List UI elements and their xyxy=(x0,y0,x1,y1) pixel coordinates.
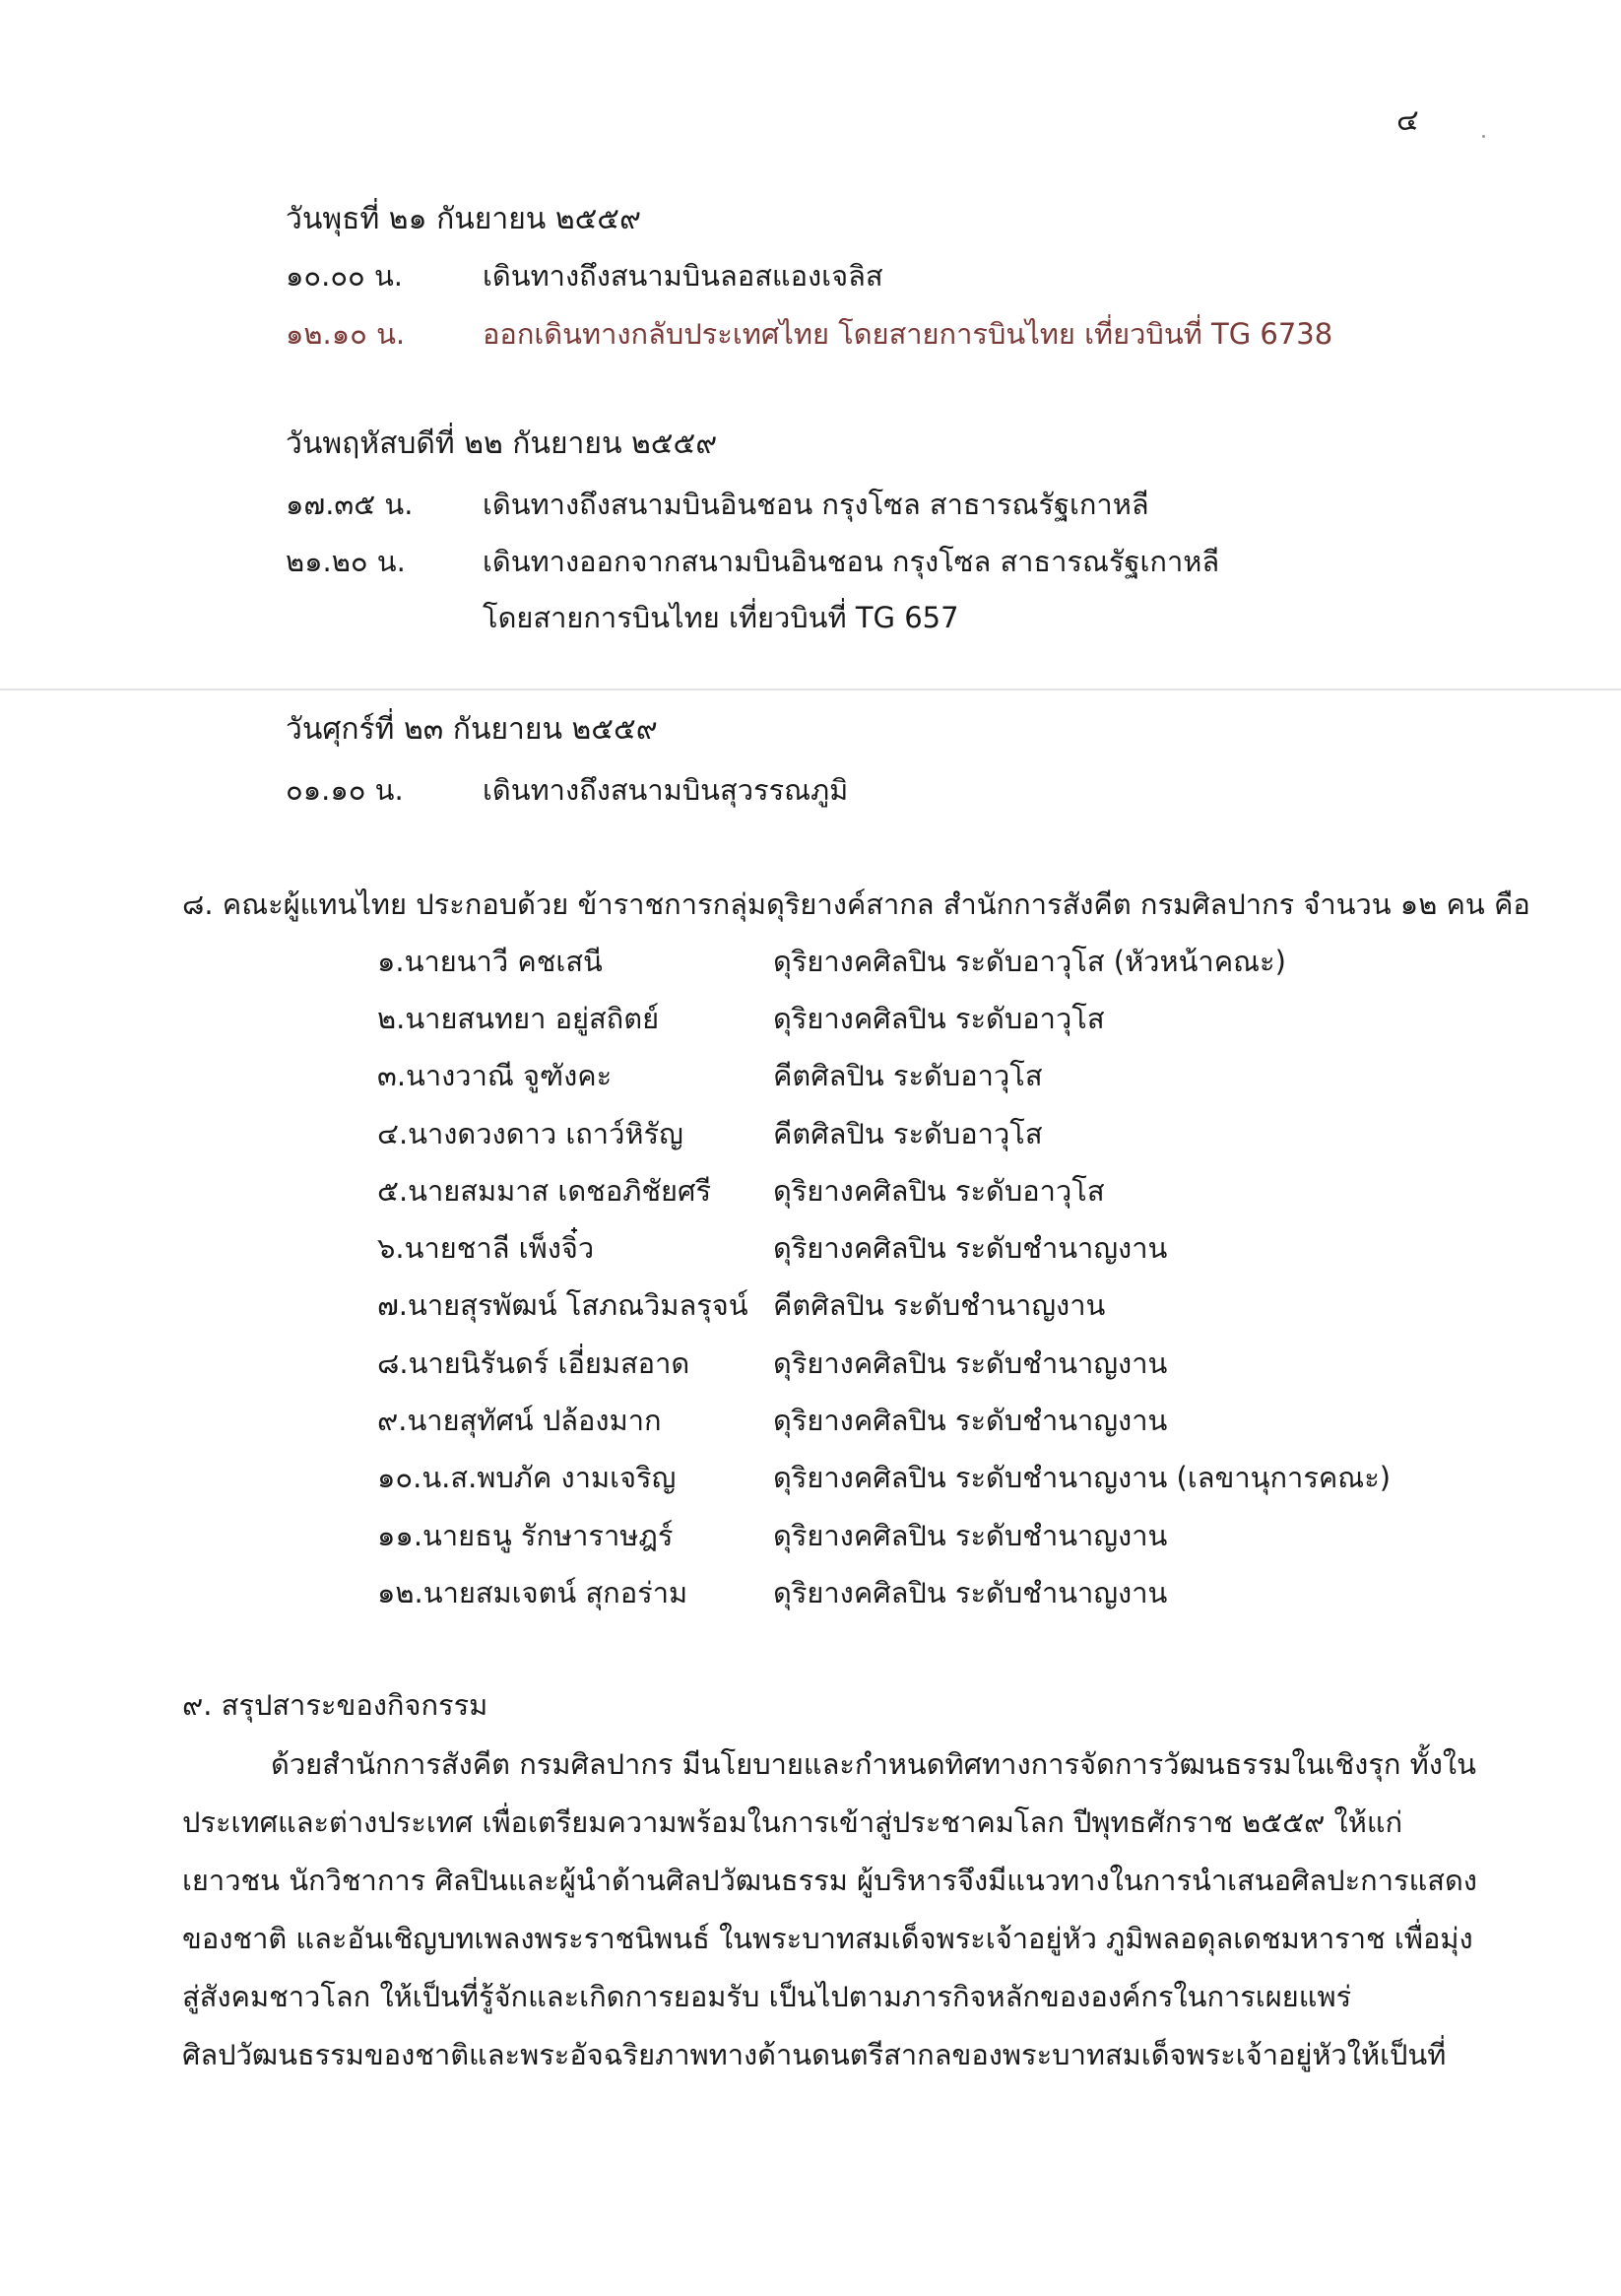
event-description: เดินทางถึงสนามบินอินชอน กรุงโซล สาธารณรัฐเกาหลี xyxy=(483,488,1149,521)
member-name: ๒.นายสนทยา อยู่สถิตย์ xyxy=(377,1002,660,1035)
paragraph-line: ด้วยสำนักการสังคีต กรมศิลปากร มีนโยบายและกำหนดทิศทางการจัดการวัฒนธรรมในเชิงรุก ทั้งใน xyxy=(271,1747,1476,1781)
member-name: ๘.นายนิรันดร์ เอี่ยมสอาด xyxy=(377,1346,690,1380)
page-number: ๔ xyxy=(1396,103,1419,138)
member-role: ดุริยางคศิลปิน ระดับอาวุโส (หัวหน้าคณะ) xyxy=(773,945,1286,978)
event-description: เดินทางออกจากสนามบินอินชอน กรุงโซล สาธารณรัฐเกาหลี xyxy=(483,545,1220,578)
member-role: คีตศิลปิน ระดับชำนาญงาน xyxy=(773,1288,1106,1322)
event-time: ๑๐.๐๐ น. xyxy=(286,259,403,293)
member-role: คีตศิลปิน ระดับอาวุโส xyxy=(773,1117,1043,1150)
member-role: ดุริยางคศิลปิน ระดับชำนาญงาน (เลขานุการคณะ) xyxy=(773,1461,1392,1494)
event-time: ๑๗.๓๕ น. xyxy=(286,488,414,521)
scan-divider xyxy=(0,689,1621,690)
paragraph-line: ศิลปวัฒนธรรมของชาติและพระอัจฉริยภาพทางด้านดนตรีสากลของพระบาทสมเด็จพระเจ้าอยู่หัวให้เป็นที่ xyxy=(182,2038,1447,2071)
member-role: ดุริยางคศิลปิน ระดับชำนาญงาน xyxy=(773,1231,1168,1265)
event-description: เดินทางถึงสนามบินลอสแองเจลิส xyxy=(483,259,883,293)
event-description: เดินทางถึงสนามบินสุวรรณภูมิ xyxy=(483,773,849,807)
member-role: ดุริยางคศิลปิน ระดับอาวุโส xyxy=(773,1002,1105,1035)
schedule-day-title: วันศุกร์ที่ ๒๓ กันยายน ๒๕๕๙ xyxy=(286,712,658,747)
event-time: ๑๒.๑๐ น. xyxy=(286,317,406,351)
member-role: ดุริยางคศิลปิน ระดับชำนาญงาน xyxy=(773,1346,1168,1380)
member-name: ๕.นายสมมาส เดชอภิชัยศรี xyxy=(377,1174,712,1208)
schedule-day-title: วันพุธที่ ๒๑ กันยายน ๒๕๕๙ xyxy=(286,202,641,236)
member-name: ๗.นายสุรพัฒน์ โสภณวิมลรุจน์ xyxy=(377,1288,748,1322)
paragraph-line: ของชาติ และอันเชิญบทเพลงพระราชนิพนธ์ ในพระบาทสมเด็จพระเจ้าอยู่หัว ภูมิพลอดุลเดชมหาราช เพื่อมุ่ง xyxy=(182,1922,1473,1955)
schedule-day-title: วันพฤหัสบดีที่ ๒๒ กันยายน ๒๕๕๙ xyxy=(286,426,718,461)
member-name: ๑.นายนาวี คชเสนี xyxy=(377,945,603,978)
paragraph-line: ประเทศและต่างประเทศ เพื่อเตรียมความพร้อมในการเข้าสู่ประชาคมโลก ปีพุทธศักราช ๒๕๕๙ ให้แก่ xyxy=(182,1805,1403,1839)
member-role: คีตศิลปิน ระดับอาวุโส xyxy=(773,1059,1043,1092)
section-8-heading: ๘. คณะผู้แทนไทย ประกอบด้วย ข้าราชการกลุ่มดุริยางค์สากล สำนักการสังคีต กรมศิลปากร จำนวน ๑๒ คน คือ xyxy=(182,887,1530,921)
member-role: ดุริยางคศิลปิน ระดับชำนาญงาน xyxy=(773,1519,1168,1552)
member-name: ๓.นางวาณี จูฑังคะ xyxy=(377,1059,613,1092)
event-time: ๐๑.๑๐ น. xyxy=(286,773,404,807)
section-9-heading: ๙. สรุปสาระของกิจกรรม xyxy=(182,1688,488,1722)
paragraph-line: เยาวชน นักวิชาการ ศิลปินและผู้นำด้านศิลปวัฒนธรรม ผู้บริหารจึงมีแนวทางในการนำเสนอศิลปะการแสดง xyxy=(182,1864,1477,1897)
member-role: ดุริยางคศิลปิน ระดับชำนาญงาน xyxy=(773,1576,1168,1609)
member-name: ๑๒.นายสมเจตน์ สุกอร่าม xyxy=(377,1576,688,1609)
member-name: ๔.นางดวงดาว เถาว์หิรัญ xyxy=(377,1117,683,1150)
paragraph-line: สู่สังคมชาวโลก ให้เป็นที่รู้จักและเกิดการยอมรับ เป็นไปตามภารกิจหลักขององค์กรในการเผยแพร่ xyxy=(182,1980,1352,2013)
member-role: ดุริยางคศิลปิน ระดับอาวุโส xyxy=(773,1174,1105,1208)
scan-speck xyxy=(1482,135,1485,138)
event-description: โดยสายการบินไทย เที่ยวบินที่ TG 657 xyxy=(483,601,959,634)
member-name: ๙.นายสุทัศน์ ปล้องมาก xyxy=(377,1404,662,1437)
member-role: ดุริยางคศิลปิน ระดับชำนาญงาน xyxy=(773,1404,1168,1437)
event-description: ออกเดินทางกลับประเทศไทย โดยสายการบินไทย เที่ยวบินที่ TG 6738 xyxy=(483,317,1333,351)
member-name: ๖.นายชาลี เพ็งจิ๋ว xyxy=(377,1231,595,1265)
member-name: ๑๑.นายธนู รักษาราษฎร์ xyxy=(377,1519,674,1552)
event-time: ๒๑.๒๐ น. xyxy=(286,545,406,578)
member-name: ๑๐.น.ส.พบภัค งามเจริญ xyxy=(377,1461,677,1494)
